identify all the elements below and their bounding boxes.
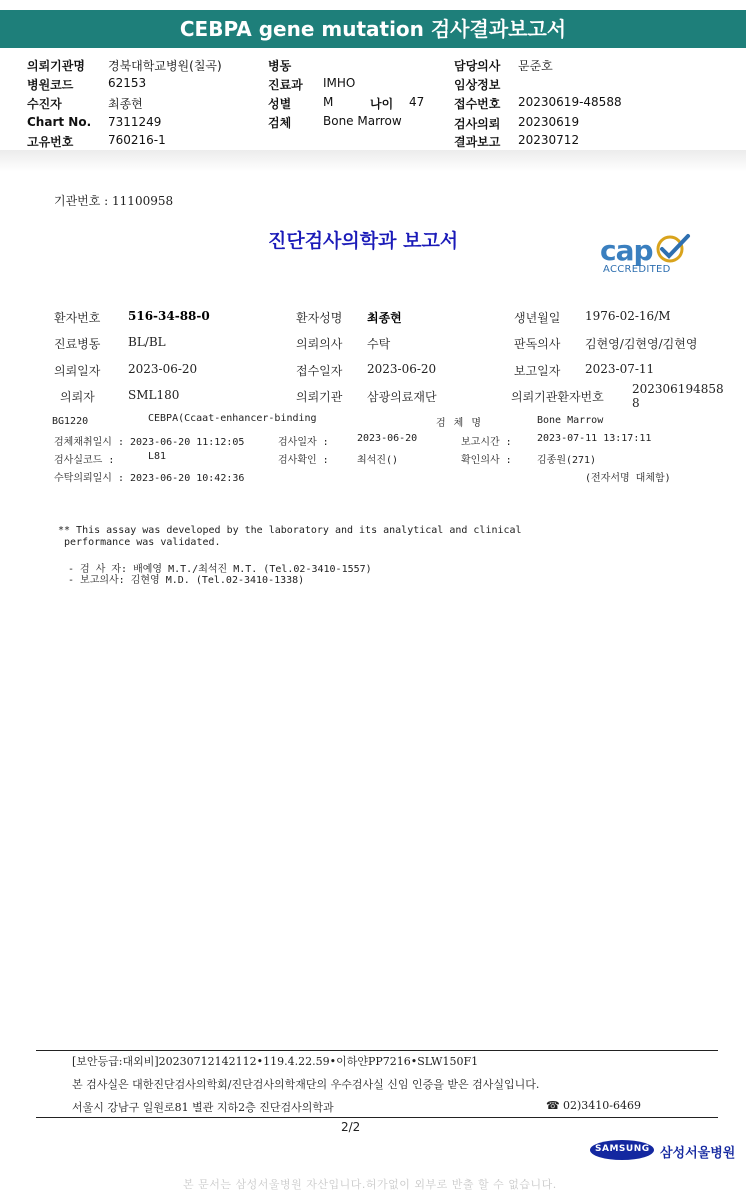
- value-requesting-agency: 삼광의료재단: [367, 390, 437, 404]
- footer-bottom-rule: [36, 1117, 718, 1118]
- samsung-hospital-logo: SAMSUNG 삼성서울병원: [590, 1138, 722, 1162]
- label-clinical-info: 임상정보: [454, 78, 501, 92]
- certification-line: 본 검사실은 대한진단검사의학회/진단검사의학재단의 우수검사실 신임 인증을 받은 검사실입니다.: [72, 1078, 540, 1091]
- value-agency-patient-no-line1: 202306194858: [632, 382, 724, 396]
- value-patient-name: 최종현: [367, 311, 402, 325]
- label-confirming-doctor: 확인의사 :: [461, 455, 512, 466]
- value-confirming-doctor: 김종원(271): [537, 455, 597, 466]
- value-reading-doctor: 김현영/김현영/김현영: [585, 337, 698, 351]
- label-agency-patient-no: 의뢰기관환자번호: [511, 390, 604, 404]
- value-chart-no: 7311249: [108, 115, 162, 129]
- label-receipt-no: 접수번호: [454, 97, 501, 111]
- value-unique-no: 760216-1: [108, 133, 166, 147]
- value-report-time: 2023-07-11 13:17:11: [537, 433, 652, 444]
- institution-number: 기관번호 : 11100958: [54, 194, 174, 208]
- label-test-date: 검사일자 :: [278, 437, 329, 448]
- value-requesting-institution: 경북대학교병원(칠곡): [108, 59, 222, 73]
- value-result-report: 20230712: [518, 133, 580, 147]
- value-test-date: 2023-06-20: [357, 433, 418, 444]
- e-signature-note: (전자서명 대체함): [585, 473, 671, 484]
- confidentiality-notice: 본 문서는 삼성서울병원 자산입니다.허가없이 외부로 반출 할 수 없습니다.: [183, 1178, 557, 1191]
- label-age: 나이: [370, 97, 394, 111]
- section-divider-shade: [0, 150, 746, 172]
- value-report-date: 2023-07-11: [585, 362, 655, 376]
- reporting-doctor-line: - 보고의사: 김현영 M.D. (Tel.02-3410-1338): [68, 575, 305, 586]
- value-doctor: 문준호: [518, 59, 553, 73]
- footer-top-rule: [36, 1050, 718, 1051]
- label-test-confirm: 검사확인 :: [278, 455, 329, 466]
- collection-datetime: 검체채취일시 : 2023-06-20 11:12:05: [54, 437, 245, 448]
- value-hospital-code: 62153: [108, 76, 147, 90]
- label-chart-no: Chart No.: [27, 115, 92, 129]
- label-requester: 의뢰자: [60, 390, 95, 404]
- label-examinee: 수진자: [27, 97, 62, 111]
- label-patient-no: 환자번호: [54, 311, 101, 325]
- label-result-report: 결과보고: [454, 135, 501, 149]
- specimen-value: Bone Marrow: [537, 415, 604, 426]
- value-sex: M: [323, 95, 334, 109]
- label-requesting-institution: 의뢰기관명: [27, 59, 85, 73]
- label-patient-name: 환자성명: [296, 311, 343, 325]
- value-lab-code: L81: [148, 451, 167, 462]
- label-report-date: 보고일자: [514, 364, 561, 378]
- assay-note-line2: performance was validated.: [64, 537, 221, 548]
- value-birth-date: 1976-02-16/M: [585, 309, 671, 323]
- value-receipt-no: 20230619-48588: [518, 95, 622, 109]
- value-receipt-date: 2023-06-20: [367, 362, 437, 376]
- security-line: [보안등급:대외비]20230712142112•119.4.22.59•이하얀PP7216•SLW150F1: [72, 1055, 479, 1068]
- lab-address: 서울시 강남구 일원로81 별관 지하2층 진단검사의학과: [72, 1101, 334, 1114]
- page-number: 2/2: [341, 1120, 361, 1134]
- report-title: 진단검사의학과 보고서: [268, 230, 459, 252]
- label-birth-date: 생년월일: [514, 311, 561, 325]
- report-header-title: CEBPA gene mutation 검사결과보고서: [0, 10, 746, 48]
- cap-check-icon: [654, 232, 694, 264]
- value-examinee: 최종현: [108, 97, 143, 111]
- value-department: IMHO: [323, 76, 356, 90]
- value-requester: SML180: [128, 388, 180, 402]
- assay-note-line1: ** This assay was developed by the laboratory and its analytical and clinical: [58, 525, 522, 536]
- label-report-time: 보고시간 :: [461, 437, 512, 448]
- value-requesting-doctor: 수탁: [367, 337, 391, 351]
- consignment-datetime: 수탁의뢰일시 : 2023-06-20 10:42:36: [54, 473, 245, 484]
- value-age: 47: [409, 95, 425, 109]
- phone-icon: ☎: [546, 1099, 560, 1112]
- examiner-line: - 검 사 자: 배예영 M.T./최석진 M.T. (Tel.02-3410-1557): [68, 564, 372, 575]
- label-request-date: 의뢰일자: [54, 364, 101, 378]
- label-sex: 성별: [268, 97, 292, 111]
- cap-accredited-logo: cap ACCREDITED: [598, 232, 698, 280]
- label-department: 진료과: [268, 78, 303, 92]
- value-test-request: 20230619: [518, 115, 580, 129]
- test-code: BG1220: [52, 416, 89, 427]
- label-requesting-doctor: 의뢰의사: [296, 337, 343, 351]
- label-ward: 병동: [268, 59, 292, 73]
- specimen-label: 검 체 명: [436, 418, 483, 429]
- label-test-request: 검사의뢰: [454, 117, 501, 131]
- label-hospital-code: 병원코드: [27, 78, 74, 92]
- label-specimen: 검체: [268, 116, 292, 130]
- value-agency-patient-no-line2: 8: [632, 396, 640, 410]
- label-unique-no: 고유번호: [27, 135, 74, 149]
- value-patient-no: 516-34-88-0: [128, 309, 210, 323]
- value-test-confirm: 최석진(): [357, 455, 399, 466]
- label-treatment-ward: 진료병동: [54, 337, 101, 351]
- value-treatment-ward: BL/BL: [128, 335, 166, 349]
- label-lab-code: 검사실코드 :: [54, 455, 115, 466]
- test-name: CEBPA(Ccaat-enhancer-binding: [148, 413, 317, 424]
- value-specimen: Bone Marrow: [323, 114, 402, 128]
- label-requesting-agency: 의뢰기관: [296, 390, 343, 404]
- label-reading-doctor: 판독의사: [514, 337, 561, 351]
- label-receipt-date: 접수일자: [296, 364, 343, 378]
- label-doctor: 담당의사: [454, 59, 501, 73]
- value-request-date: 2023-06-20: [128, 362, 198, 376]
- lab-phone: 02)3410-6469: [563, 1099, 641, 1112]
